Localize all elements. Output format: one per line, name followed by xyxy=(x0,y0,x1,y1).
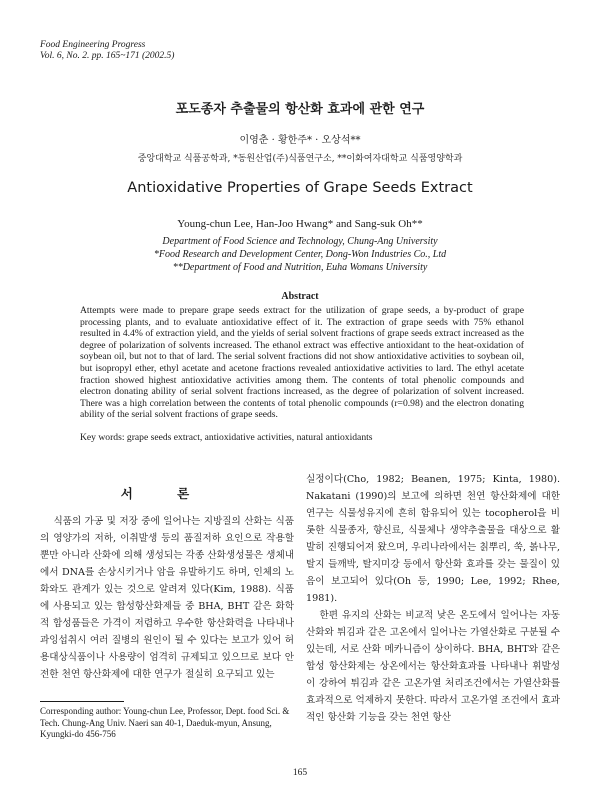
abstract-text: Attempts were made to prepare grape seeds extract for the utilization of grape seeds, a by-product of grape processing plants, and to evaluate antioxidative effect of it. The extraction of grape seeds with 75% ethanol resulted in 4.4% of extraction yield, and the yields of serial solvent fractions of grape seeds extract increased as the degree of polarization of solvents increased. The ethanol extract was effective antioxidant to the heat-oxidation of soybean oil, but not to that of lard. The serial solvent fractions did not show antioxidative activities to soybean oil, but isopropyl ether, ethyl acetate and acetone fractions revealed antioxidative activities to lard. The ethyl acetate fraction showed highest antioxidative activities among them. The contents of total phenolic compounds and electron donating ability of serial solvent fractions increased, as the degree of polarization of solvent increased. There was a high correlation between the contents of total phenolic compounds (r=0.98) and the electron donating ability of the serial solvent fractions of grape seeds. xyxy=(80,305,524,421)
affiliation-line: *Food Research and Development Center, Dong-Won Industries Co., Ltd xyxy=(153,249,447,260)
keywords: Key words: grape seeds extract, antioxidative activities, natural antioxidants xyxy=(80,432,373,443)
english-affiliations xyxy=(0,235,600,274)
body-paragraph: 식품의 가공 및 저장 중에 일어나는 지방질의 산화는 식품의 영양가의 저하, 이취발생 등의 품질저하 요인으로 작용할 뿐만 아니라 산화에 의해 생성되는 각종 산화생성물은 생체내에서 DNA를 손상시키거나 암을 유발하기도 하며, 인체의 노화와도 관계가 있는 것으로 알려져 있다(Kim, 1988). 식품에 사용되고 있는 합성항산화제들 중 BHA, BHT 같은 화학적 합성품들은 가격이 저렴하고 우수한 항산화력을 나타내나 과잉섭취시 여러 질병의 원인이 될 수 있다는 보고가 있어 허용대상식품이나 사용량이 엄격히 규제되고 있으므로 보다 안전한 천연 항산화제에 대한 연구가 절실히 요구되고 있는 xyxy=(40,516,294,680)
body-paragraph: 실정이다(Cho, 1982; Beanen, 1975; Kinta, 1980). Nakatani (1990)의 보고에 의하면 천연 항산화제에 대한 연구는 식물성유지에 흔히 함유되어 있는 tocopherol을 비롯한 식물종자, 향신료, 식물체나 생약추출물을 대상으로 활발히 진행되어져 왔으며, 우리나라에서는 칡뿌리, 쑥, 볽나무, 탈지 들깨박, 탈지미강 등에서 항산화 효과를 갖는 물질이 있음이 보고되어 있다(Oh 등, 1990; Lee, 1992; Rhee, 1981). xyxy=(306,474,560,604)
journal-name: Food Engineering Progress xyxy=(40,40,146,50)
korean-affiliation: 중앙대학교 식품공학과, *동원산업(주)식품연구소, **이화여자대학교 식품영양학과 xyxy=(137,154,463,164)
body-column-left xyxy=(40,513,294,683)
body-paragraph: 한편 유지의 산화는 비교적 낮은 온도에서 일어나는 자동산화와 튀김과 같은 고온에서 일어나는 가열산화로 구분될 수 있는데, 서로 산화 메카니즘이 상이하다. BHA, BHT와 같은 합성 항산화제는 상온에서는 항산화효과를 나타내나 휘발성이 강하여 튀김과 같은 고온가열 처리조건에서는 가열산화를 효과적으로 억제하지 못한다. 따라서 고온가열 조건에서 효과적인 항산화 기능을 갖는 천연 항산 xyxy=(306,610,560,723)
korean-authors: 이영춘 · 황한주* · 오상석** xyxy=(239,135,361,146)
journal-issue: Vol. 6, No. 2. pp. 165~171 (2002.5) xyxy=(40,51,175,61)
body-column-right xyxy=(306,471,560,726)
korean-title: 포도종자 추출물의 항산화 효과에 관한 연구 xyxy=(175,102,425,117)
english-authors: Young-chun Lee, Han-Joo Hwang* and Sang-suk Oh** xyxy=(177,218,423,230)
footnote-rule xyxy=(40,701,124,702)
corresponding-author-footnote: Corresponding author: Young-chun Lee, Professor, Dept. food Sci. & Tech. Chung-Ang Univ. Naeri san 40-1, Daeduk-myun, Ansung, Kyungki-do 456-756 xyxy=(40,706,290,739)
section-heading: 서 론 xyxy=(120,486,210,501)
journal-header xyxy=(40,40,174,62)
abstract-heading: Abstract xyxy=(281,291,319,302)
english-title: Antioxidative Properties of Grape Seeds Extract xyxy=(127,180,473,196)
affiliation-line: **Department of Food and Nutrition, Euha Womans University xyxy=(172,262,428,273)
page-number: 165 xyxy=(292,768,308,778)
affiliation-line: Department of Food Science and Technology, Chung-Ang University xyxy=(162,236,438,247)
